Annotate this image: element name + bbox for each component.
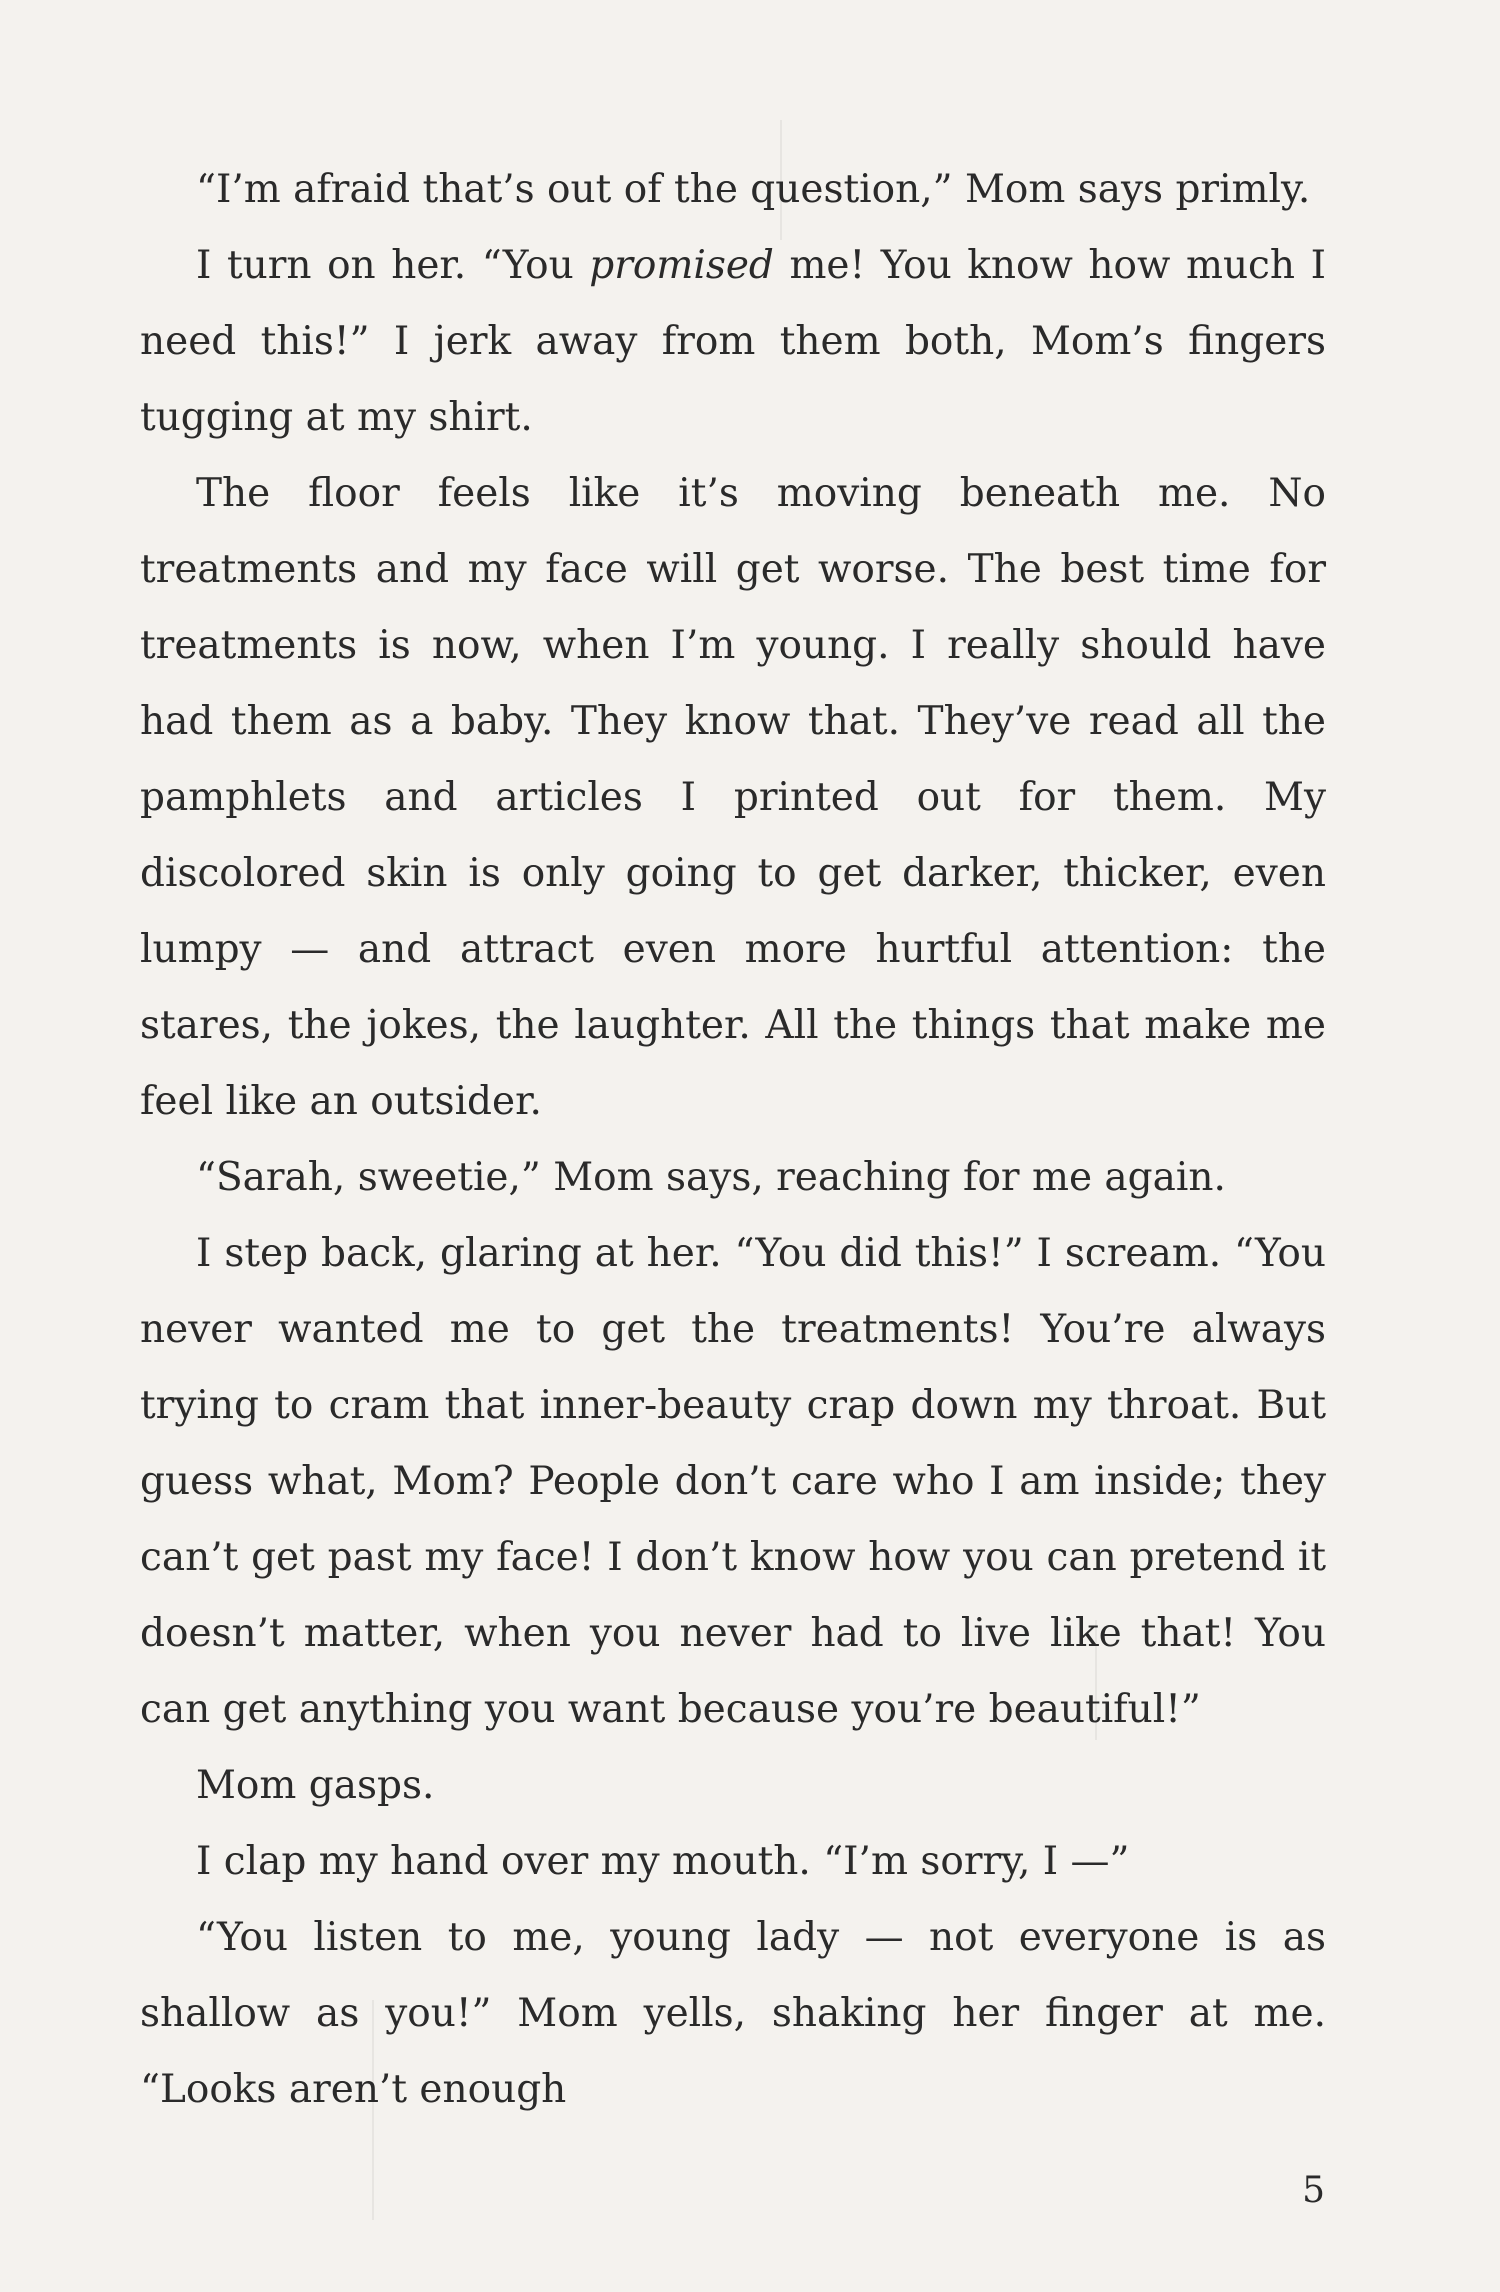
- paragraph: Mom gasps.: [196, 1763, 435, 1808]
- paragraph: I turn on her. “You promised me! You know how much I need this!” I jerk away from them both, Mom’s fingers tugging at my shirt.: [140, 243, 1326, 440]
- emphasis-promised: promised: [589, 243, 774, 288]
- paragraph: I step back, glaring at her. “You did this!” I scream. “You never wanted me to get the treatments! You’re always trying to cram that inner-beauty crap down my throat. But guess what, Mom? People don’t care who I am inside; they can’t get past my face! I don’t know how you can pretend it doesn’t matter, when you never had to live like that! You can get anything you want because you’re beautiful!”: [140, 1231, 1326, 1732]
- paragraph: The floor feels like it’s moving beneath me. No treatments and my face will get worse. The best time for treatments is now, when I’m young. I really should have had them as a baby. They know that. They’ve read all the pamphlets and articles I printed out for them. My discolored skin is only going to get darker, thicker, even lumpy — and attract even more hurtful attention: the stares, the jokes, the laughter. All the things that make me feel like an outsider.: [140, 471, 1326, 1124]
- paragraph: “Sarah, sweetie,” Mom says, reaching for me again.: [196, 1155, 1226, 1200]
- body-text: [140, 152, 1326, 2128]
- paragraph: I clap my hand over my mouth. “I’m sorry, I —”: [196, 1839, 1130, 1884]
- paragraph: “I’m afraid that’s out of the question,” Mom says primly.: [196, 167, 1311, 212]
- page-number: 5: [1302, 2170, 1325, 2211]
- paragraph: “You listen to me, young lady — not everyone is as shallow as you!” Mom yells, shaking her finger at me. “Looks aren’t enough: [140, 1915, 1326, 2112]
